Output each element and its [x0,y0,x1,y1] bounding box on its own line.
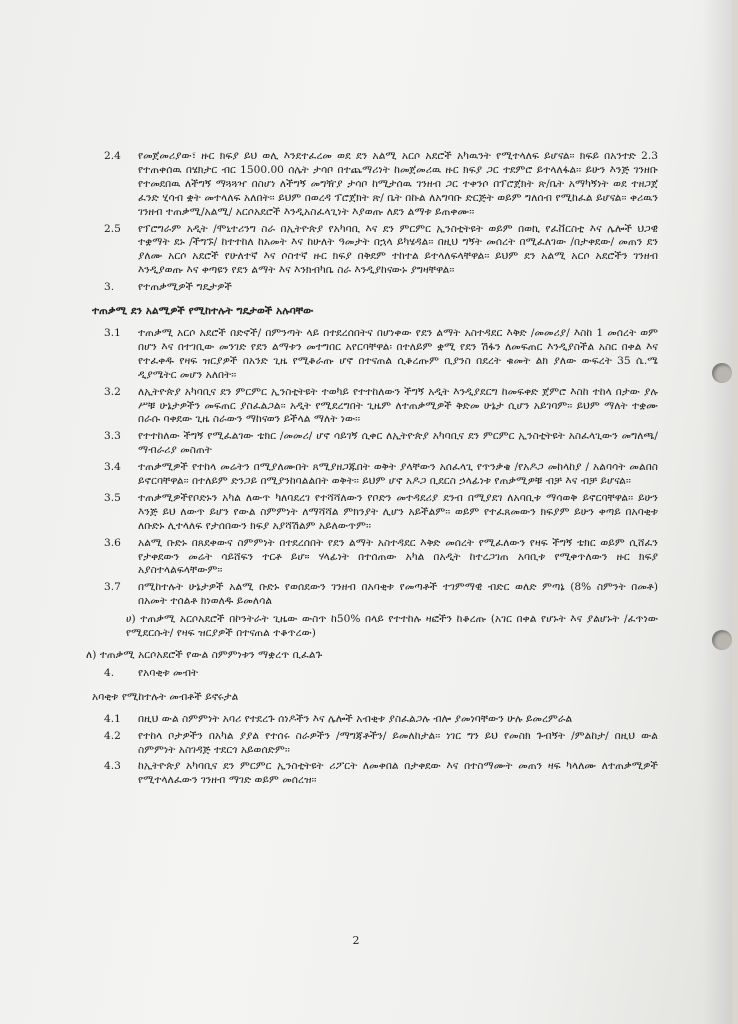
clause-text: በሚከተሉት ሁኔታዎች አልሚ ቡድኑ የወሰደውን ገንዘብ በአባቂቱ የመጣቶች ተገምማዊ ብድር ወለድ ምጣኔ (8% ስምንት በመቶ) በአመት ተሰልቶ ክነወለዱ ይመለሳል [138,581,658,608]
clause-text: የመጀመሪያው፣ ዙር ክፍያ ይህ ወሊ እንደተፈረመ ወደ ደን አልሚ አርሶ አደሮች አካዉንት የሚተላለፍ ይሆናል፡፡ ክፍይ በአንተድ 2.3 የተጠቀሰዉ በሄክታር ብር 1500.00 ሰሌት ታሳቦ በተጨማሪነት ከመጀመሪዉ ዙር ክፍያ ጋር ተደምሮ ይተላለፋል፡፡ ይሁን እንጅ ገንዘቡ የተመደበዉ ለችግኝ ማጓጓዣ በስሆነ ለችግኝ መግዥያ ታሳቦ ከሚታሰዉ ገንዘብ ጋር ተቀንሶ በፕሮጀክት ጽ/ቤት አማካኝነት ወደ ተዘጋጀ ፈንድ ሂሳብ ቋት መተላለፍ አለበት፡፡ ይህም በወረዳ ፕሮጀክት ጽ/ ቤት በኩል ለአግባቡ ድርጅት ወይም ግለሰብ የሚከፈል ይሆናል፡፡ ቀሪዉን ገንዘብ ተጠቃሚ/አልሚ/ አርሶአደሮች እንዲአስፈላጊነት እያወጡ ለደን ልማቱ ይጠቀሙ፡፡ [138,150,658,218]
page-edge-shadow [702,0,732,1024]
clause-number: 4.1 [104,712,121,725]
numbered-clause [78,223,658,279]
clause-number: 3.5 [104,491,121,504]
clause-number: 3.1 [104,326,121,339]
clause-number: 4.2 [104,729,121,742]
numbered-clause [78,150,658,220]
page-number: 2 [352,934,360,947]
clause-text: ተጠቃሚዎች የተከላ መሬትን በሚያለሙበት ጸሚያዘጋጁበት ወቅት ያላቸውን አሰፈላጊ የጥንቃቄ /የአዶጋ መከላከያ / አልባሳት መልበስ ይኖርባቸዋል፡፡ በተለይም ድንጋይ በሚያንከባልልበት ወቅት፡፡ ይህም ሆኖ አዶጋ ቢደርስ ኃላፊነቱ የጠቃሚዎቹ ብቻ እና ብቻ ይሆናል፡፡ [138,461,658,488]
numbered-clause [78,327,658,383]
clause-number: 2.5 [104,222,121,235]
numbered-clause [78,760,658,788]
numbered-clause [78,667,658,681]
numbered-clause [78,581,658,609]
clause-text: ከኢትዮጵያ አካባቢና ደን ምርምር ኢንስቲትዩት ሪፖርት ለመቀበል በታቀደው እና በተስማሙት መጠን ዛፍ ካላለሙ ለተጠቃሚዎች የሚተላለፈውን ገንዘብ ማገድ ወይም መሰረዝ፡፡ [138,760,658,787]
clause-text: ተጠቃሚ አርሶ አደሮች በድኖች/ በምንጣት ላይ በተደረሰበትና በሆነቀው የደን ልማት አስተዳደር እቅድ /መመሪያ/ እስከ 1 መሰረት ወም በሆን እና በተገቢው መንገድ የደን ልማቱን መተግበር አየርባቸዋል፡ በተለይም ቋሚ የደን ሽፋን ለመፍጠር እንዲያስችል አስር በቀል እና የተፈቀዱ የዛፍ ዝርያዎች በአንድ ጊዜ የሚቆራጡ ሆኖ በተናጠል ሲቆረጡም ቢያንስ በደረት ቁመት ልክ ያለው ውፍረት 35 ሴ.ሜ ዲያሜትር መሆን አለበት፡፡ [138,326,658,381]
clause-text: የፕሮግራም አዲት /ሞኒተሪንግ ስራ በኢትዮጵያ የአካባቢ እና ደን ምርምር ኢንስቲትዩት ወይም በወኪ የፈቨርስቲ እና ሌሎች ህጋዊ ተቋማት ደኑ /ችግኙ/ ከተተከለ ከአመት እና ከሁለት ዓመታት በኋላ ይካሄዳል፡፡ በዚህ ግኝት መሰረት በሚፈለገው /በታቀደው/ መጠን ደን ያለሙ አርሶ አደሮች የሁለተኛ እና ሶስተኛ ዙር ክፍያ በቅደም ተከተል ይተላለፍላቸዋል፡፡ ይህም ደን አልሚ አርሶ አደሮችን ገንዘብ እንዲያወጡ እና ቀጣዩን የደን ልማት እና እንክብካቤ ስራ እንዲያከናውኑ ያግዛቸዋል፡፡ [138,222,658,277]
clause-number: 3. [104,281,115,294]
clause-text: ለኢትዮጵያ አካባቢና ደን ምርምር ኢንስቲትዩት ተወካይ የተተከለውን ችግኝ አዲት እንዲያደርግ ከመፍቀድ ጀምሮ እስከ ተከላ በታው ያሉ ሥቹ ሁኔታዎችን መፍጠር ያስፈልጋል፡፡ አዲት የሚደረግበት ጊዜም ለተጠቃሚዎች ቅድመ ሁኔታ ሲሆን አይገባም፡፡ ይህም ማለት ተቋሙ በራሱ ባቀደው ጊዜ ስራውን ማከናወን ይችላል ማለት ነው፡፡ [138,385,658,426]
clause-number: 3.4 [104,461,121,474]
clause-text: የተተከለው ችግኝ የሚፈልገው ቴክር /መመሪ/ ሆኖ ሳይገኝ ሲቀር ለኢትዮጵያ አካባቢና ደን ምርምር ኢንስቲትዩት አስፈላጊውን መግለጫ/ማብራሪያ መስጠት [138,430,658,457]
clause-number: 2.4 [104,150,121,162]
clause-text: የተከላ ቦታዎችን በአካል ያያል የተሰሩ ስራዎችን /ማግጃቶችን/ ይመለከታል፡፡ ነገር ግን ይህ የመስክ ጉብኝት /ምልከታ/ በዚህ ውል ስምምነት አስገዳጅ ተደርጎ አይወሰድም፡፡ [138,729,658,756]
numbered-clause [78,386,658,428]
clause-number: 3.7 [104,581,121,594]
clause-text: የተጠቃሚዎች ግዴታዎች [138,281,232,294]
clause-text: የአባቂቱ መብት [138,666,199,679]
numbered-clause [78,713,658,727]
clause-text: በዚህ ውል ስምምነት አባሪ የተደረጉ ሰነዶችን እና ሌሎች አብቂቱ ያስፈልጋሉ ብሎ ያመነባቸውን ሁሉ ይመረምራል [138,712,573,725]
sub-clause: ለ) ተጠቃሚ አርሶአደሮች የውል ስምምነቱን ማቋረጥ ቢፈልጉ [86,649,323,661]
section-heading: አባቂቱ የሚከተሉት መብቶች ይኖሩታል [92,690,239,703]
clause-text: አልሚ ቡድኑ በጸደቀውና ስምምነት በተደረሰበት የደን ልማት አስተዳደር እቅድ መሰረት የሚፈለውን የዛፍ ችግኝ ቴክር ወይም ሲሸፈን የታቀደውን መሬት ሳይሸፍን ተርቶ ይሆ። ሃላፊነት በተሰጠው አካል በአዲት ከተረጋገጠ አባቢቱ የሚቀጥለውን ዙር ክፍያ አያስተላልፍላቸውም፡፡ [138,536,658,577]
numbered-clause [78,537,658,579]
numbered-clause [78,281,658,295]
punch-hole-bottom [712,630,732,650]
numbered-clause [78,730,658,758]
numbered-clause [78,492,658,534]
section-heading: ተጠቃሚ ደን አልሚዎች የሚከተሉት ግዴታወች አሉባቸው [92,305,314,318]
paragraph: ሀ) ተጠቃሚ አርሶአደሮች በኮንትራት ጊዜው ውስጥ ከ50% በላይ የተተከሉ ዛፎችን ከቆረጡ (አገር በቀል የሆኑት እና ያልሆኑት /ፈጥነው የሚደርሱት/ የዛፍ ዝርያዎች በተናጠል ተቆጥረው) [126,613,658,640]
clause-number: 4.3 [104,760,121,773]
numbered-clause [78,461,658,489]
numbered-clause [78,430,658,458]
clause-number: 4. [104,666,115,679]
punch-hole-top [712,363,732,383]
clause-number: 3.3 [104,430,121,443]
clause-number: 3.2 [104,385,121,398]
clause-number: 3.6 [104,536,121,549]
clause-text: ተጠቃሚዎችየቦድኑን አካል ለውጥ ካለባደረገ የተሻሻለውን የቦድን መተዳደሪያ ደንብ በሚያደገ ለአባቢቱ ማሳወቅ ይኖርባቸዋል፡፡ ይሁን እንጅ ይህ ለውጥ ይሆን የውል ስምምነት ለማሻሻል ምክንያት ሊሆን አይችልም፡፡ ወይም የተፈጸመውን ክፍያም ይሁን ቀጣይ በአባቂቱ ለቡድኑ ሊተላለፍ የታሰበውን ክፍያ አያሻሽልም አይለውጥም፡፡ [138,491,658,532]
document-body [78,150,658,791]
